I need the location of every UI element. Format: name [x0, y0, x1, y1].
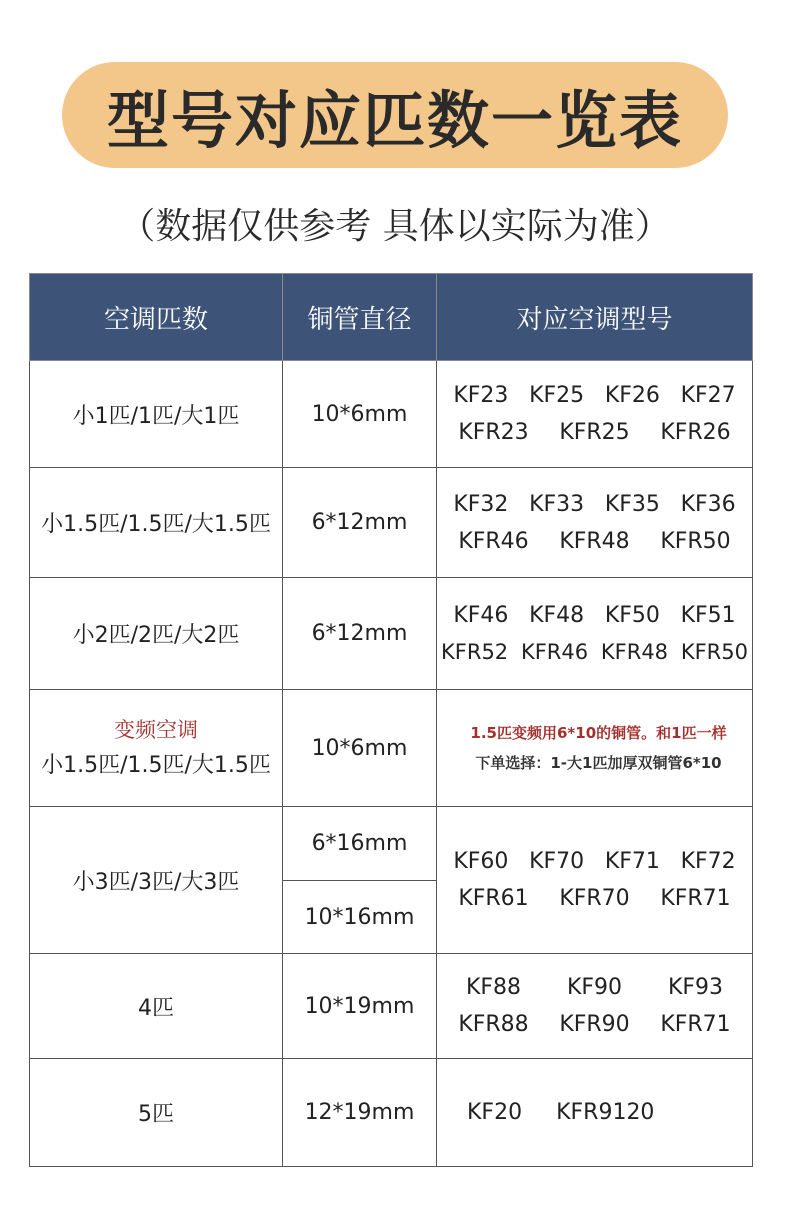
model-code: KFR50 [660, 528, 731, 554]
model-code: KF36 [680, 491, 736, 517]
header-models: 对应空调型号 [437, 274, 753, 361]
inverter-note: 1.5匹变频用6*10的铜管。和1匹一样 [470, 724, 727, 742]
pipe-cell: 6*12mm [283, 578, 437, 690]
model-code: KFR50 [680, 639, 748, 664]
model-code: KFR48 [559, 528, 630, 554]
hp-value: 小1.5匹/1.5匹/大1.5匹 [41, 753, 271, 778]
model-code: KFR25 [559, 420, 630, 445]
order-note: 下单选择：1-大1匹加厚双铜管6*10 [475, 754, 722, 772]
model-code: KFR70 [559, 886, 630, 911]
models-cell [437, 1059, 753, 1167]
model-code: KF60 [453, 849, 509, 874]
model-code: KFR46 [520, 639, 589, 664]
hp-cell [30, 690, 283, 807]
model-code: KF51 [680, 602, 736, 628]
model-code: KFR61 [458, 886, 529, 911]
model-code: KF20 [467, 1100, 523, 1125]
hp-cell: 小1.5匹/1.5匹/大1.5匹 [30, 468, 283, 578]
table-row [30, 954, 753, 1059]
table-row [30, 361, 753, 468]
page-title: 型号对应匹数一览表 [106, 83, 683, 157]
model-code: KF50 [604, 602, 660, 628]
model-code: KFR46 [458, 528, 529, 554]
header-pipe: 铜管直径 [283, 274, 437, 361]
models-cell [437, 468, 753, 578]
model-code: KFR23 [458, 420, 529, 445]
pipe-cell: 6*16mm [283, 807, 437, 881]
model-code: KFR52 [441, 639, 509, 664]
model-code: KF33 [529, 491, 585, 517]
model-code: KF71 [604, 849, 660, 874]
model-code: KF70 [529, 849, 585, 874]
model-code: KF35 [604, 491, 660, 517]
spec-table [29, 273, 753, 1167]
model-code: KF93 [667, 975, 724, 1000]
model-code: KFR90 [559, 1012, 630, 1037]
table-row [30, 690, 753, 807]
table-row [30, 807, 753, 881]
table-row [30, 468, 753, 578]
model-code: KFR71 [660, 886, 731, 911]
models-cell [437, 807, 753, 954]
hp-cell: 小1匹/1匹/大1匹 [30, 361, 283, 468]
pipe-cell: 6*12mm [283, 468, 437, 578]
model-code: KF25 [529, 383, 585, 408]
models-cell [437, 954, 753, 1059]
model-code: KFR48 [600, 639, 669, 664]
model-code: KF23 [453, 383, 509, 408]
model-code: KF72 [680, 849, 736, 874]
model-code: KFR88 [458, 1012, 529, 1037]
note-cell [437, 690, 753, 807]
model-code: KF32 [453, 491, 509, 517]
model-code: KF26 [604, 383, 660, 408]
model-code: KFR26 [660, 420, 731, 445]
header-hp: 空调匹数 [30, 274, 283, 361]
pipe-cell: 10*16mm [283, 881, 437, 954]
inverter-label: 变频空调 [114, 718, 198, 742]
models-cell [437, 578, 753, 690]
pipe-cell: 10*6mm [283, 361, 437, 468]
model-code: KF88 [465, 975, 522, 1000]
hp-cell: 4匹 [30, 954, 283, 1059]
model-code: KF27 [680, 383, 736, 408]
model-code: KF46 [453, 602, 509, 628]
page-subtitle: （数据仅供参考 具体以实际为准） [119, 206, 671, 247]
table-header-row [30, 274, 753, 361]
table-row [30, 1059, 753, 1167]
model-code: KF90 [566, 975, 623, 1000]
pipe-cell: 10*6mm [283, 690, 437, 807]
model-code: KF48 [529, 602, 585, 628]
model-code: KFR71 [660, 1012, 731, 1037]
models-cell [437, 361, 753, 468]
table-row [30, 578, 753, 690]
model-code: KFR9120 [556, 1100, 655, 1125]
hp-cell: 小2匹/2匹/大2匹 [30, 578, 283, 690]
title-banner [62, 62, 728, 168]
pipe-cell: 10*19mm [283, 954, 437, 1059]
pipe-cell: 12*19mm [283, 1059, 437, 1167]
hp-cell: 小3匹/3匹/大3匹 [30, 807, 283, 954]
hp-cell: 5匹 [30, 1059, 283, 1167]
